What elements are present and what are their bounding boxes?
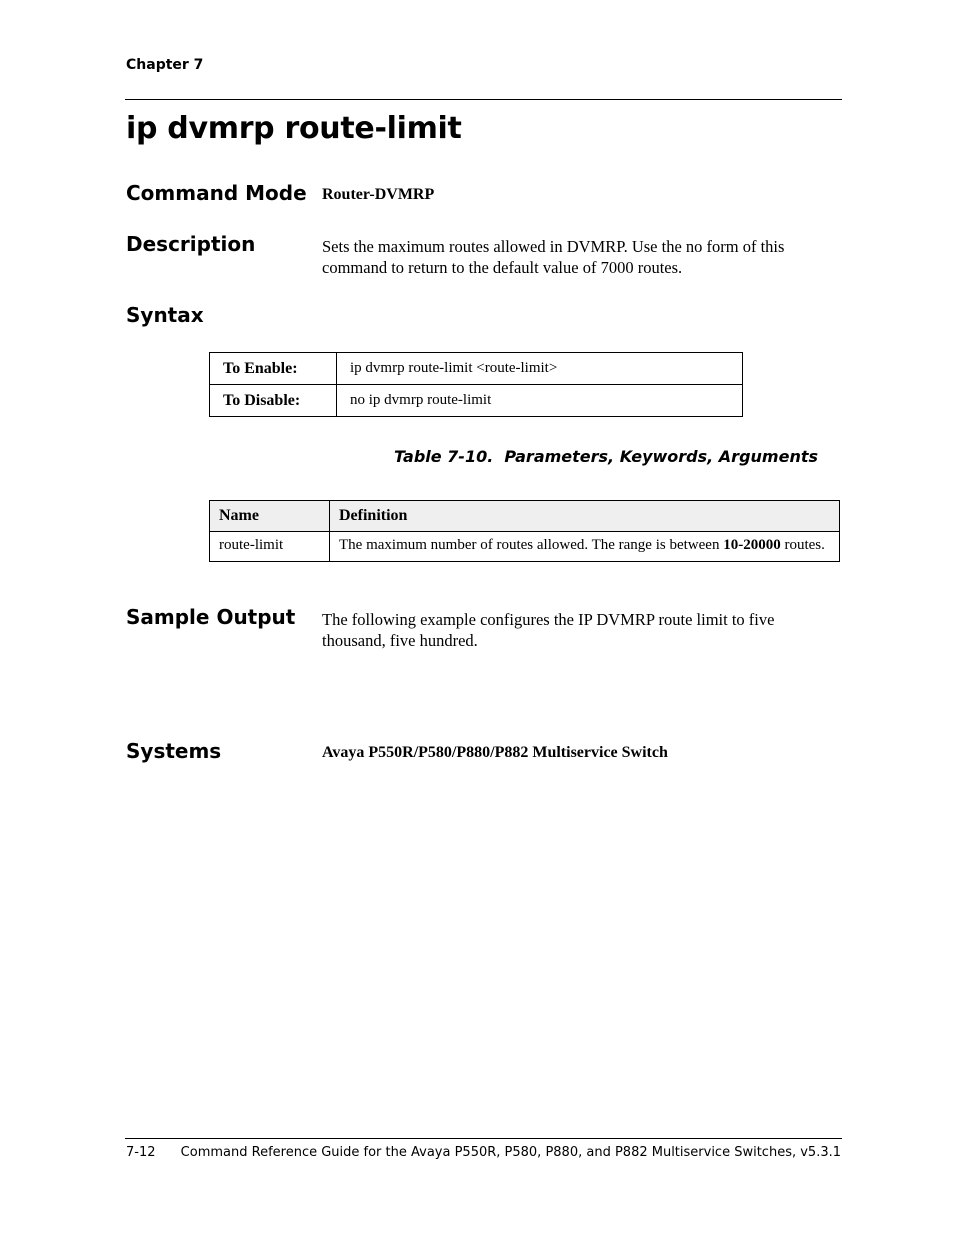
syntax-row-enable — [210, 353, 743, 385]
syntax-command: ip dvmrp route-limit <route-limit> — [337, 353, 743, 385]
parameter-definition — [330, 532, 840, 562]
footer-rule — [125, 1138, 842, 1139]
command-mode-heading: Command Mode — [126, 181, 307, 205]
sample-output-heading: Sample Output — [126, 605, 296, 629]
chapter-header: Chapter 7 — [126, 57, 204, 73]
description-text: Sets the maximum routes allowed in DVMRP. Use the no form of this command to return to the default value of 7000 routes. — [322, 237, 785, 277]
syntax-row-disable — [210, 385, 743, 417]
command-mode-value: Router-DVMRP — [322, 186, 435, 203]
header-rule — [125, 99, 842, 100]
column-header-name: Name — [210, 501, 330, 532]
sample-output-text: The following example configures the IP DVMRP route limit to five thousand, five hundred. — [322, 610, 775, 650]
systems-value: Avaya P550R/P580/P880/P882 Multiservice Switch — [322, 744, 668, 761]
syntax-command: no ip dvmrp route-limit — [337, 385, 743, 417]
syntax-table — [209, 352, 743, 417]
page-number: 7-12 — [126, 1145, 156, 1160]
syntax-heading: Syntax — [126, 303, 204, 327]
table-row — [210, 532, 840, 562]
parameter-name: route-limit — [210, 532, 330, 562]
systems-heading: Systems — [126, 739, 222, 763]
parameters-table — [209, 500, 840, 562]
definition-range: 10-20000 — [723, 537, 781, 553]
syntax-label: To Enable: — [210, 353, 337, 385]
table-caption: Table 7-10. Parameters, Keywords, Arguments — [394, 447, 818, 466]
description-heading: Description — [126, 232, 256, 256]
definition-text: The maximum number of routes allowed. The range is between — [339, 537, 724, 553]
syntax-label: To Disable: — [210, 385, 337, 417]
column-header-definition: Definition — [330, 501, 840, 532]
definition-suffix: routes. — [780, 537, 825, 553]
footer-text: Command Reference Guide for the Avaya P550R, P580, P880, and P882 Multiservice Switches, v5.3.1 — [180, 1145, 841, 1160]
table-header-row — [210, 501, 840, 532]
page-title: ip dvmrp route-limit — [126, 111, 462, 146]
